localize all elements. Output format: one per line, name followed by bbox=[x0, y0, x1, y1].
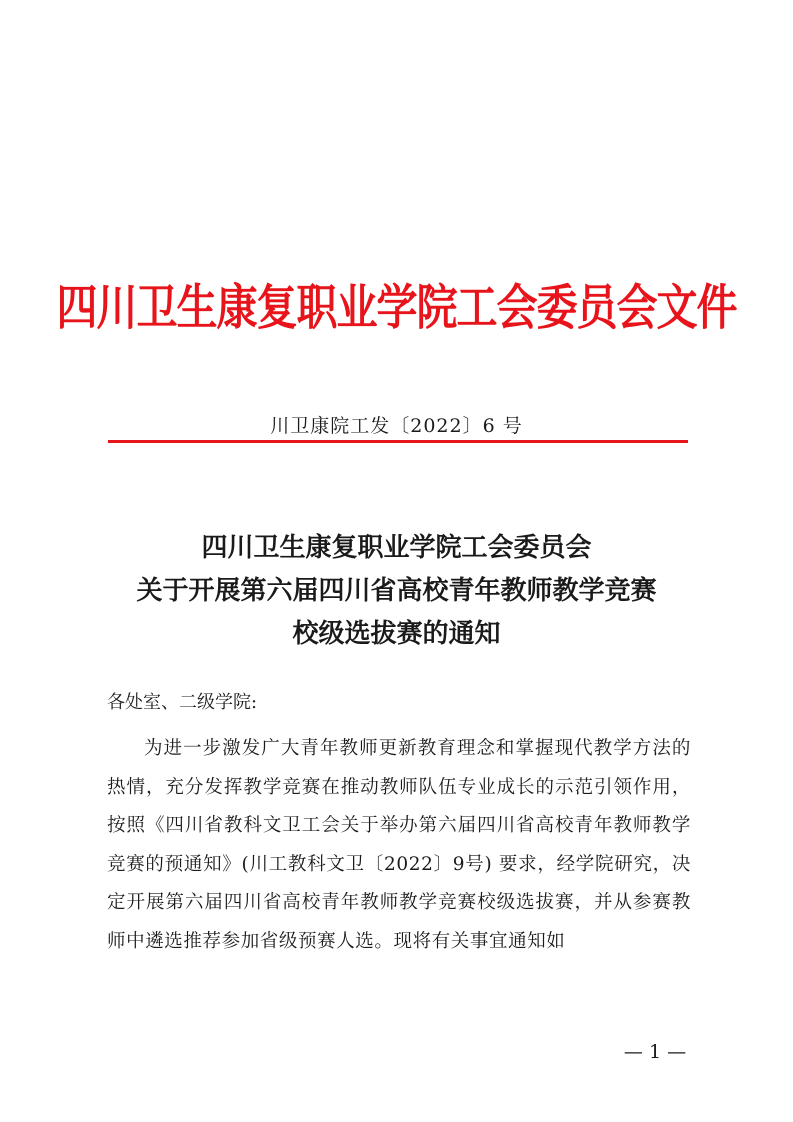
notice-title-line-3: 校级选拔赛的通知 bbox=[292, 619, 501, 649]
document-number: 川卫康院工发〔2022〕6 号 bbox=[270, 415, 523, 437]
notice-title-line-2: 关于开展第六届四川省高校青年教师教学竞赛 bbox=[136, 576, 657, 606]
body-paragraph: 为进一步激发广大青年教师更新教育理念和掌握现代教学方法的热情，充分发挥教学竞赛在推动教师队伍专业成长的示范引领作用，按照《四川省教科文卫工会关于举办第六届四川省高校青年教师教学竞赛的预通知》(川工教科文卫〔2022〕9号) 要求，经学院研究，决定开展第六届四川省高校青年教师教学竞赛校级选拔赛，并从参赛教师中遴选推荐参加省级预赛人选。现将有关事宜通知如 bbox=[107, 738, 691, 952]
masthead-title: 四川卫生康复职业学院工会委员会文件 bbox=[56, 279, 737, 336]
salutation: 各处室、二级学院: bbox=[107, 692, 258, 713]
notice-title bbox=[0, 527, 793, 656]
notice-title-line-1: 四川卫生康复职业学院工会委员会 bbox=[201, 533, 592, 563]
red-divider-rule bbox=[108, 440, 688, 443]
page-number: — 1 — bbox=[623, 1041, 687, 1063]
